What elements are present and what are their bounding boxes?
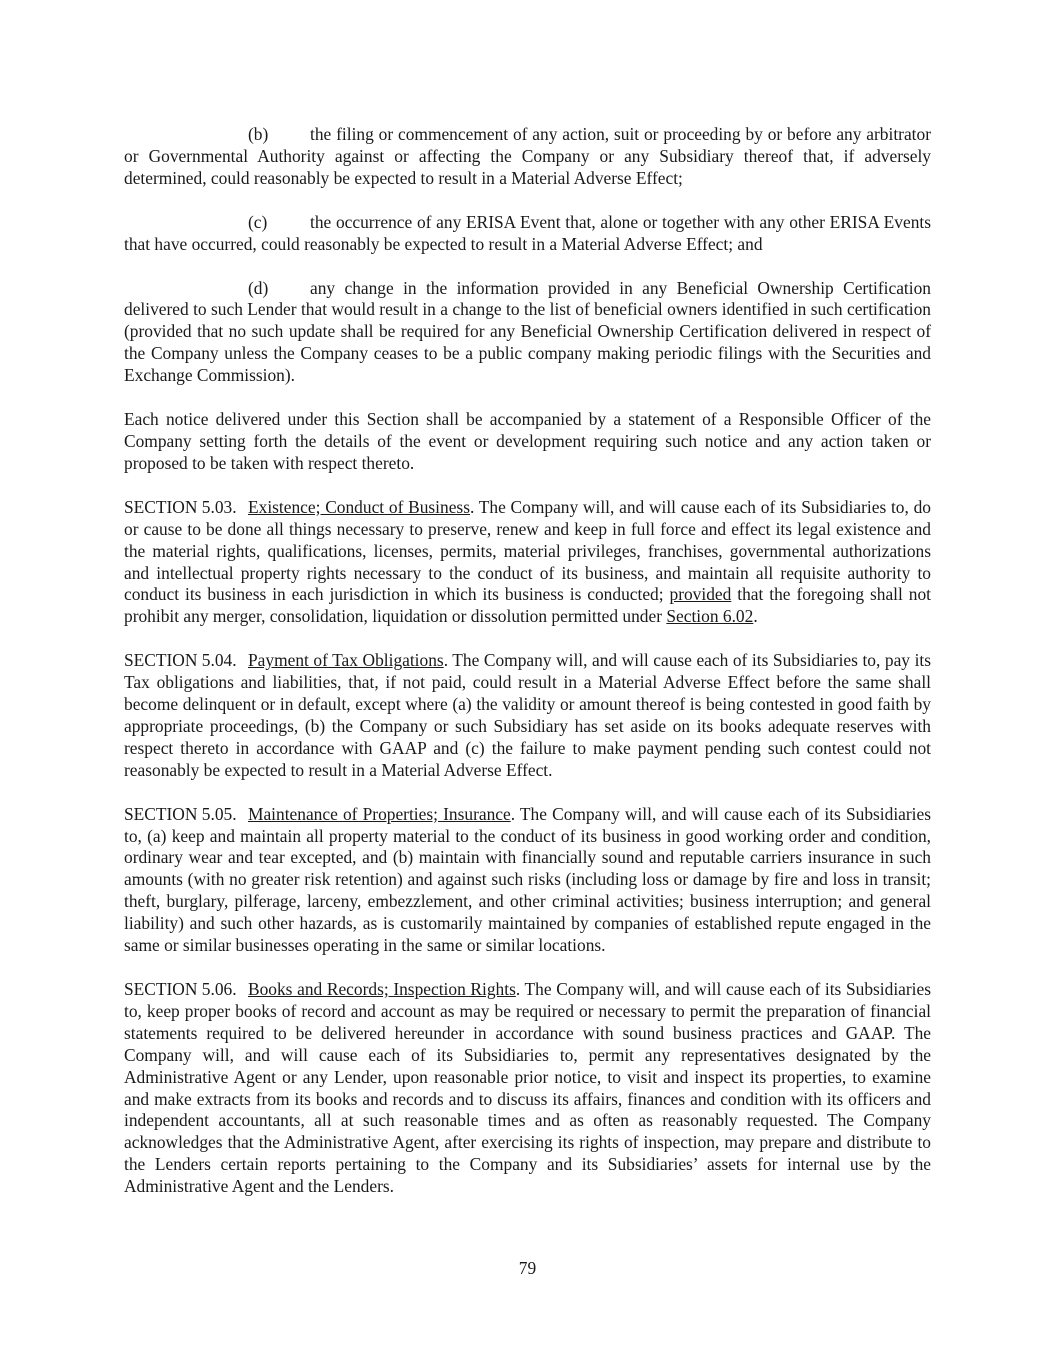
- section-5-04: [124, 650, 931, 781]
- clause-b: [124, 124, 931, 190]
- section-5-05: [124, 804, 931, 957]
- page-number: 79: [518, 1258, 537, 1278]
- section-title: Existence; Conduct of Business: [248, 496, 470, 517]
- section-number: SECTION 5.04.: [124, 650, 237, 671]
- section-body-end: .: [753, 606, 758, 627]
- clause-marker: (d): [248, 277, 269, 298]
- clause-text: any change in the information provided in any Beneficial Ownership Certification delivered to such Lender that would result in a change to the list of beneficial owners identified in such certification (provided that no such update shall be required for any Beneficial Ownership Certification delivered in respect of the Company unless the Company ceases to be a public company making periodic filings with the Securities and Exchange Commission).: [124, 277, 931, 386]
- clause-d: [124, 278, 931, 388]
- section-title: Payment of Tax Obligations: [248, 650, 444, 671]
- section-number: SECTION 5.03.: [124, 496, 237, 517]
- document-page: [124, 124, 931, 1220]
- clause-marker: (b): [248, 124, 269, 144]
- section-5-03: [124, 497, 931, 628]
- section-body: . The Company will, and will cause each of its Subsidiaries to, (a) keep and maintain all property material to the conduct of its business in good working order and condition, ordinary wear and tear excepted, and (b) maintain with financially sound and reputable carriers insurance in such amounts (with no greater risk retention) and against such risks (including loss or damage by fire and loss in transit; theft, burglary, pilferage, larceny, embezzlement, and other criminal activities; business interruption; and general liability) and such other hazards, as is customarily maintained by companies of established repute engaged in the same or similar businesses operating in the same or similar locations.: [124, 803, 931, 956]
- section-body-continued: that the foregoing shall not prohibit any merger, consolidation, liquidation or dissolution permitted under: [124, 584, 931, 627]
- section-body: . The Company will, and will cause each of its Subsidiaries to, do or cause to be done all things necessary to preserve, renew and keep in full force and effect its legal existence and the material rights, qualifications, licenses, permits, material privileges, franchises, governmental authorizations and intellectual property rights necessary to the conduct of its business, and maintain all requisite authority to conduct its business in each jurisdiction in which its business is conducted;: [124, 496, 931, 605]
- section-5-06: [124, 979, 931, 1198]
- clause-c: [124, 212, 931, 256]
- section-title: Maintenance of Properties; Insurance: [248, 803, 511, 824]
- section-number: SECTION 5.06.: [124, 979, 237, 999]
- section-reference: Section 6.02: [666, 606, 754, 627]
- section-body: . The Company will, and will cause each of its Subsidiaries to, pay its Tax obligations and liabilities, that, if not paid, could result in a Material Adverse Effect before the same shall become delinquent or in default, except where (a) the validity or amount thereof is being contested in good faith by appropriate proceedings, (b) the Company or such Subsidiary has set aside on its books adequate reserves with respect thereto in accordance with GAAP and (c) the failure to make payment pending such contest could not reasonably be expected to result in a Material Adverse Effect.: [124, 650, 931, 780]
- clause-text: the occurrence of any ERISA Event that, alone or together with any other ERISA Events that have occurred, could reasonably be expected to result in a Material Adverse Effect; and: [124, 211, 931, 254]
- notice-paragraph: Each notice delivered under this Section shall be accompanied by a statement of a Responsible Officer of the Company setting forth the details of the event or development requiring such notice and any action taken or proposed to be taken with respect thereto.: [124, 409, 931, 473]
- clause-marker: (c): [248, 211, 268, 232]
- section-title: Books and Records; Inspection Rights: [248, 979, 516, 999]
- section-body: . The Company will, and will cause each of its Subsidiaries to, keep proper books of record and account as may be required or necessary to permit the preparation of financial statements required to be delivered hereunder in accordance with sound business practices and GAAP. The Company will, and will cause each of its Subsidiaries to, permit any representatives designated by the Administrative Agent or any Lender, upon reasonable prior notice, to visit and inspect its properties, to examine and make extracts from its books and records and to discuss its affairs, finances and condition with its officers and independent accountants, all at such reasonable times and as often as reasonably requested. The Company acknowledges that the Administrative Agent, after exercising its rights of inspection, may prepare and distribute to the Lenders certain reports pertaining to the Company and its Subsidiaries’ assets for internal use by the Administrative Agent and the Lenders.: [124, 979, 931, 1197]
- provided-term: provided: [669, 584, 732, 605]
- section-number: SECTION 5.05.: [124, 803, 237, 824]
- clause-text: the filing or commencement of any action, suit or proceeding by or before any arbitrator or Governmental Authority against or affecting the Company or any Subsidiary thereof that, if adversely determined, could reasonably be expected to result in a Material Adverse Effect;: [124, 124, 931, 188]
